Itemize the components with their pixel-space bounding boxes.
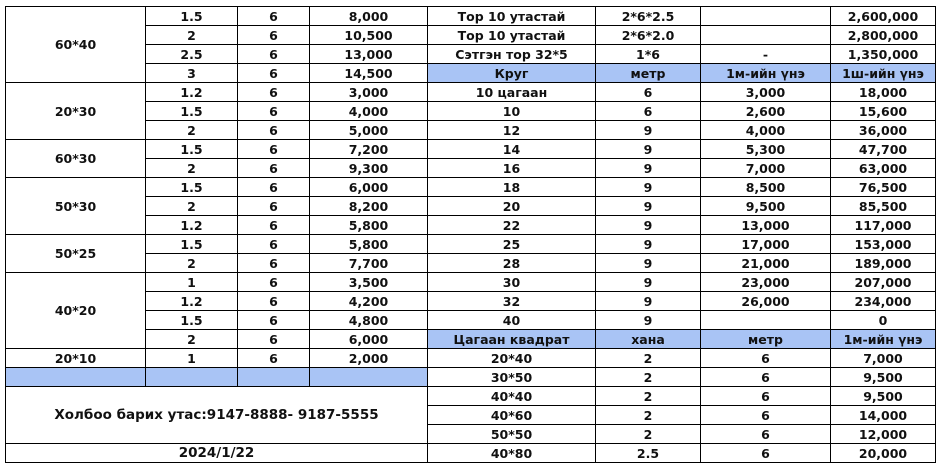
meter-cell: 9	[596, 254, 701, 273]
price-cell: 5,000	[310, 121, 428, 140]
thickness-cell: 3	[146, 64, 238, 83]
table-row	[6, 349, 936, 368]
table-row	[6, 216, 936, 235]
unit-price-cell: 4,000	[701, 121, 831, 140]
size-cell: 50*25	[6, 235, 146, 273]
meter-cell: 9	[596, 216, 701, 235]
thickness-cell: 1.2	[146, 83, 238, 102]
meter-cell: 6	[701, 368, 831, 387]
blank-header-cell	[238, 368, 310, 387]
piece-price-cell: 18,000	[831, 83, 936, 102]
price-cell: 6,000	[310, 178, 428, 197]
table-row	[6, 64, 936, 83]
thickness-cell: 1.5	[146, 102, 238, 121]
thickness-cell: 2	[146, 197, 238, 216]
table-row	[6, 7, 936, 26]
unit-price-cell: 17,000	[701, 235, 831, 254]
meter-cell: 6	[596, 102, 701, 121]
piece-price-cell: 47,700	[831, 140, 936, 159]
square-size-cell: 50*50	[428, 425, 596, 444]
price-cell: 7,700	[310, 254, 428, 273]
table-row	[6, 254, 936, 273]
size-cell: 60*40	[6, 7, 146, 83]
unit-cell	[701, 7, 831, 26]
wall-cell: 2	[596, 387, 701, 406]
round-size-cell: 25	[428, 235, 596, 254]
unit-price-cell: 7,000	[831, 349, 936, 368]
length-cell: 6	[238, 159, 310, 178]
round-size-cell: 14	[428, 140, 596, 159]
meter-cell: 6	[701, 387, 831, 406]
length-cell: 6	[238, 64, 310, 83]
price-cell: 2,800,000	[831, 26, 936, 45]
thickness-cell: 2	[146, 254, 238, 273]
table-row	[6, 444, 936, 463]
size-cell: 20*30	[6, 83, 146, 140]
round-size-cell: 10	[428, 102, 596, 121]
table-row	[6, 45, 936, 64]
meter-cell: 9	[596, 159, 701, 178]
round-size-cell: 22	[428, 216, 596, 235]
wall-cell: 2	[596, 406, 701, 425]
meter-cell: 9	[596, 273, 701, 292]
meter-cell: 9	[596, 178, 701, 197]
thickness-cell: 2	[146, 159, 238, 178]
length-cell: 6	[238, 102, 310, 121]
table-row	[6, 159, 936, 178]
thickness-cell: 1.2	[146, 292, 238, 311]
meter-cell: 9	[596, 121, 701, 140]
unit-price-cell	[701, 311, 831, 330]
thickness-cell: 1	[146, 273, 238, 292]
meter-cell: 6	[701, 349, 831, 368]
unit-price-cell: 26,000	[701, 292, 831, 311]
table-row	[6, 330, 936, 349]
size-cell: 50*30	[6, 178, 146, 235]
meter-cell: 9	[596, 235, 701, 254]
table-row	[6, 197, 936, 216]
table-row	[6, 387, 936, 406]
thickness-cell: 2.5	[146, 45, 238, 64]
square-size-cell: 40*80	[428, 444, 596, 463]
meter-cell: 9	[596, 197, 701, 216]
length-cell: 6	[238, 83, 310, 102]
date-text: 2024/1/22	[6, 444, 428, 463]
thickness-cell: 2	[146, 121, 238, 140]
thickness-cell: 1.5	[146, 311, 238, 330]
piece-price-cell: 0	[831, 311, 936, 330]
meter-cell: 9	[596, 292, 701, 311]
length-cell: 6	[238, 254, 310, 273]
round-size-cell: 16	[428, 159, 596, 178]
round-size-cell: 12	[428, 121, 596, 140]
unit-price-cell: 13,000	[701, 216, 831, 235]
meter-cell: 6	[701, 444, 831, 463]
price-cell: 2,000	[310, 349, 428, 368]
unit-price-cell: 21,000	[701, 254, 831, 273]
piece-price-cell: 76,500	[831, 178, 936, 197]
length-cell: 6	[238, 140, 310, 159]
product-name-cell: Сэтгэн тор 32*5	[428, 45, 596, 64]
price-cell: 1,350,000	[831, 45, 936, 64]
piece-price-cell: 117,000	[831, 216, 936, 235]
thickness-cell: 1.5	[146, 7, 238, 26]
header-cell: 1м-ийн үнэ	[831, 330, 936, 349]
thickness-cell: 1.5	[146, 178, 238, 197]
table-row	[6, 26, 936, 45]
unit-price-cell: 2,600	[701, 102, 831, 121]
length-cell: 6	[238, 292, 310, 311]
round-size-cell: 32	[428, 292, 596, 311]
unit-price-cell: 9,500	[831, 368, 936, 387]
piece-price-cell: 207,000	[831, 273, 936, 292]
unit-price-cell: 8,500	[701, 178, 831, 197]
price-cell: 5,800	[310, 216, 428, 235]
meter-cell: 9	[596, 140, 701, 159]
unit-price-cell: 5,300	[701, 140, 831, 159]
spec-cell: 1*6	[596, 45, 701, 64]
round-size-cell: 28	[428, 254, 596, 273]
thickness-cell: 1.5	[146, 235, 238, 254]
meter-cell: 6	[701, 425, 831, 444]
piece-price-cell: 85,500	[831, 197, 936, 216]
thickness-cell: 1.2	[146, 216, 238, 235]
table-row	[6, 368, 936, 387]
size-cell: 40*20	[6, 273, 146, 349]
piece-price-cell: 153,000	[831, 235, 936, 254]
round-size-cell: 40	[428, 311, 596, 330]
header-cell: метр	[596, 64, 701, 83]
unit-price-cell: 12,000	[831, 425, 936, 444]
length-cell: 6	[238, 45, 310, 64]
size-cell: 20*10	[6, 349, 146, 368]
unit-price-cell: 20,000	[831, 444, 936, 463]
meter-cell: 6	[701, 406, 831, 425]
length-cell: 6	[238, 311, 310, 330]
length-cell: 6	[238, 330, 310, 349]
piece-price-cell: 15,600	[831, 102, 936, 121]
price-cell: 4,800	[310, 311, 428, 330]
unit-price-cell: 3,000	[701, 83, 831, 102]
product-name-cell: Тор 10 утастай	[428, 7, 596, 26]
length-cell: 6	[238, 349, 310, 368]
table-row	[6, 292, 936, 311]
price-cell: 10,500	[310, 26, 428, 45]
wall-cell: 2	[596, 425, 701, 444]
price-cell: 3,000	[310, 83, 428, 102]
price-cell: 2,600,000	[831, 7, 936, 26]
price-cell: 7,200	[310, 140, 428, 159]
unit-price-cell: 23,000	[701, 273, 831, 292]
price-cell: 5,800	[310, 235, 428, 254]
piece-price-cell: 189,000	[831, 254, 936, 273]
price-cell: 4,000	[310, 102, 428, 121]
wall-cell: 2.5	[596, 444, 701, 463]
header-cell: Цагаан квадрат	[428, 330, 596, 349]
table-row	[6, 140, 936, 159]
thickness-cell: 2	[146, 26, 238, 45]
price-cell: 8,000	[310, 7, 428, 26]
unit-price-cell: 7,000	[701, 159, 831, 178]
header-cell: Круг	[428, 64, 596, 83]
unit-cell	[701, 26, 831, 45]
round-size-cell: 18	[428, 178, 596, 197]
unit-price-cell: 9,500	[701, 197, 831, 216]
length-cell: 6	[238, 7, 310, 26]
blank-header-cell	[6, 368, 146, 387]
wall-cell: 2	[596, 349, 701, 368]
spec-cell: 2*6*2.0	[596, 26, 701, 45]
table-row	[6, 273, 936, 292]
length-cell: 6	[238, 273, 310, 292]
blank-header-cell	[310, 368, 428, 387]
header-cell: 1ш-ийн үнэ	[831, 64, 936, 83]
square-size-cell: 40*60	[428, 406, 596, 425]
unit-price-cell: 14,000	[831, 406, 936, 425]
thickness-cell: 1.5	[146, 140, 238, 159]
price-cell: 9,300	[310, 159, 428, 178]
round-size-cell: 30	[428, 273, 596, 292]
length-cell: 6	[238, 178, 310, 197]
square-size-cell: 20*40	[428, 349, 596, 368]
unit-price-cell: 9,500	[831, 387, 936, 406]
length-cell: 6	[238, 26, 310, 45]
thickness-cell: 1	[146, 349, 238, 368]
table-row	[6, 83, 936, 102]
header-cell: хана	[596, 330, 701, 349]
price-cell: 6,000	[310, 330, 428, 349]
header-cell: метр	[701, 330, 831, 349]
length-cell: 6	[238, 121, 310, 140]
price-cell: 4,200	[310, 292, 428, 311]
table-row	[6, 102, 936, 121]
table-row	[6, 235, 936, 254]
square-size-cell: 30*50	[428, 368, 596, 387]
table-row	[6, 178, 936, 197]
contact-text: Холбоо барих утас:9147-8888- 9187-5555	[6, 387, 428, 444]
piece-price-cell: 63,000	[831, 159, 936, 178]
size-cell: 60*30	[6, 140, 146, 178]
round-size-cell: 10 цагаан	[428, 83, 596, 102]
price-cell: 14,500	[310, 64, 428, 83]
price-cell: 8,200	[310, 197, 428, 216]
price-cell: 13,000	[310, 45, 428, 64]
length-cell: 6	[238, 235, 310, 254]
meter-cell: 9	[596, 311, 701, 330]
thickness-cell: 2	[146, 330, 238, 349]
length-cell: 6	[238, 197, 310, 216]
table-row	[6, 121, 936, 140]
blank-header-cell	[146, 368, 238, 387]
product-name-cell: Тор 10 утастай	[428, 26, 596, 45]
meter-cell: 6	[596, 83, 701, 102]
price-table	[5, 6, 936, 463]
wall-cell: 2	[596, 368, 701, 387]
piece-price-cell: 234,000	[831, 292, 936, 311]
table-row	[6, 311, 936, 330]
round-size-cell: 20	[428, 197, 596, 216]
unit-cell: -	[701, 45, 831, 64]
header-cell: 1м-ийн үнэ	[701, 64, 831, 83]
length-cell: 6	[238, 216, 310, 235]
spec-cell: 2*6*2.5	[596, 7, 701, 26]
piece-price-cell: 36,000	[831, 121, 936, 140]
price-cell: 3,500	[310, 273, 428, 292]
square-size-cell: 40*40	[428, 387, 596, 406]
